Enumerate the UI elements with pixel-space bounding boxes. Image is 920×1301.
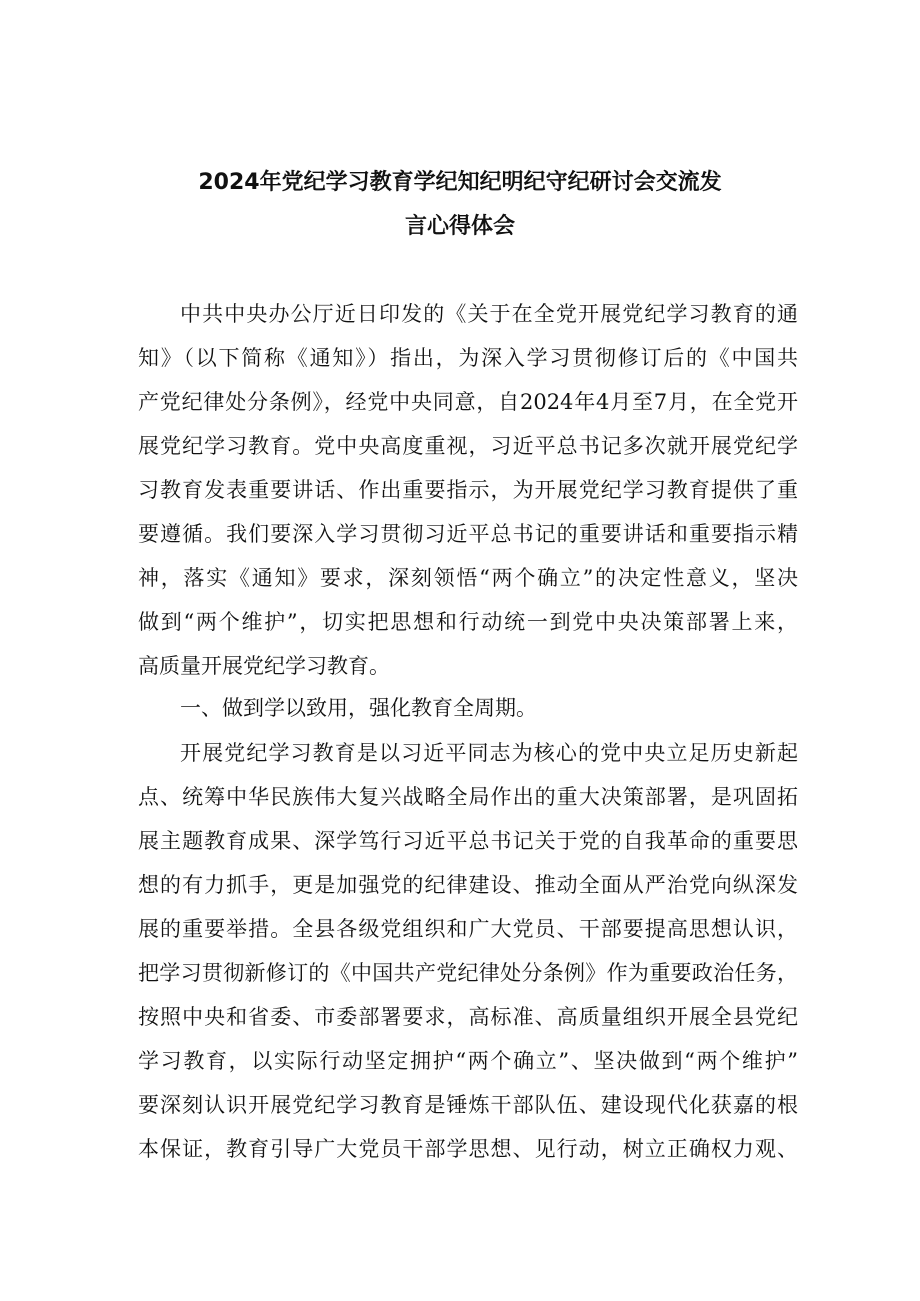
- paragraph-2-line-4: 想的有力抓手，更是加强党的纪律建设、推动全面从严治党向纵深发: [138, 873, 798, 897]
- paragraph-1-line-1: 中共中央办公厅近日印发的《关于在全党开展党纪学习教育的通: [180, 302, 798, 326]
- paragraph-2-line-7: 按照中央和省委、市委部署要求，高标准、高质量组织开展全县党纪: [138, 1005, 798, 1029]
- paragraph-1-line-8: 做到“两个维护”，切实把思想和行动统一到党中央决策部署上来，: [138, 610, 798, 634]
- paragraph-1-line-9: 高质量开展党纪学习教育。: [138, 654, 390, 678]
- paragraph-1-line-3: 产党纪律处分条例》，经党中央同意，自2024年4月至7月，在全党开: [138, 390, 798, 414]
- document-title-line-1: 2024年党纪学习教育学纪知纪明纪守纪研讨会交流发: [198, 170, 722, 195]
- paragraph-2-line-5: 展的重要举措。全县各级党组织和广大党员、干部要提高思想认识，: [138, 917, 798, 941]
- paragraph-2-line-8: 学习教育，以实际行动坚定拥护“两个确立”、坚决做到“两个维护”: [138, 1049, 798, 1073]
- paragraph-1-line-2: 知》（以下简称《通知》）指出，为深入学习贯彻修订后的《中国共: [138, 346, 798, 370]
- section-heading-1: 一、做到学以致用，强化教育全周期。: [180, 696, 537, 720]
- paragraph-1-line-4: 展党纪学习教育。党中央高度重视，习近平总书记多次就开展党纪学: [138, 434, 798, 458]
- document-title-line-2: 言心得体会: [404, 214, 515, 239]
- paragraph-1-line-7: 神，落实《通知》要求，深刻领悟“两个确立”的决定性意义，坚决: [138, 566, 798, 590]
- paragraph-1-line-6: 要遵循。我们要深入学习贯彻习近平总书记的重要讲话和重要指示精: [138, 522, 798, 546]
- paragraph-2-line-1: 开展党纪学习教育是以习近平同志为核心的党中央立足历史新起: [180, 741, 798, 765]
- paragraph-2-line-10: 本保证，教育引导广大党员干部学思想、见行动，树立正确权力观、: [138, 1137, 798, 1161]
- paragraph-2-line-6: 把学习贯彻新修订的《中国共产党纪律处分条例》作为重要政治任务，: [138, 961, 798, 985]
- paragraph-1-line-5: 习教育发表重要讲话、作出重要指示，为开展党纪学习教育提供了重: [138, 478, 798, 502]
- paragraph-2-line-9: 要深刻认识开展党纪学习教育是锤炼干部队伍、建设现代化获嘉的根: [138, 1093, 798, 1117]
- paragraph-2-line-2: 点、统筹中华民族伟大复兴战略全局作出的重大决策部署，是巩固拓: [138, 785, 798, 809]
- paragraph-2-line-3: 展主题教育成果、深学笃行习近平总书记关于党的自我革命的重要思: [138, 829, 798, 853]
